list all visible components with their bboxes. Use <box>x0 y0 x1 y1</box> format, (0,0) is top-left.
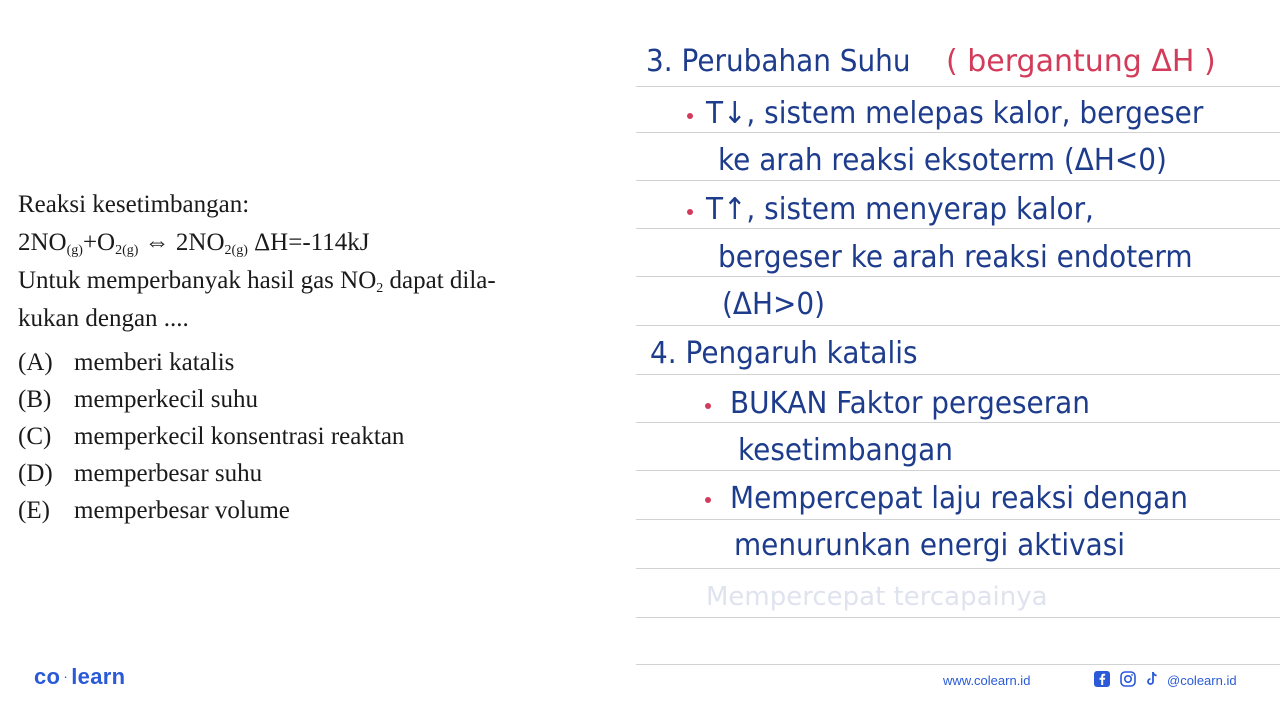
note-catalyst-line1: BUKAN Faktor pergeseran <box>730 386 1090 421</box>
question-block <box>18 186 618 529</box>
note-heating-line2: bergeser ke arah reaksi endoterm <box>718 240 1193 275</box>
note-catalyst-line3: Mempercepat laju reaksi dengan <box>730 481 1188 516</box>
ruled-line <box>636 86 1280 87</box>
question-prompt: Untuk memperbanyak hasil gas $NO_2$ dapat dila- <box>18 267 496 296</box>
ruled-line <box>636 374 1280 375</box>
note-faint-line: Mempercepat tercapainya <box>706 582 1048 612</box>
website-link[interactable]: www.colearn.id <box>943 673 1031 688</box>
ruled-line <box>636 276 1280 277</box>
ruled-line <box>636 180 1280 181</box>
note-catalyst-line4: menurunkan energi aktivasi <box>734 528 1126 563</box>
ruled-line <box>636 228 1280 229</box>
ruled-line <box>636 325 1280 326</box>
note-catalyst-line2: kesetimbangan <box>738 433 953 468</box>
instagram-icon[interactable] <box>1119 670 1137 688</box>
note-heating-line1: T↑, sistem menyerap kalor, <box>706 192 1094 227</box>
ruled-line <box>636 617 1280 618</box>
ruled-line <box>636 470 1280 471</box>
ruled-line <box>636 132 1280 133</box>
option-a[interactable]: (A) memberi katalis <box>18 349 235 376</box>
equation: $2NO_{(g)}+O_{2(g)}$ ⇔ $2NO_{2(g)}$ ΔH=-114kJ <box>18 229 370 258</box>
note-heading-temperature: 3. Perubahan Suhu <box>646 44 911 79</box>
bullet-icon <box>705 497 711 503</box>
equilibrium-arrow: ⇔ <box>144 229 170 256</box>
option-c[interactable]: (C) memperkecil konsentrasi reaktan <box>18 423 405 450</box>
ruled-line <box>636 422 1280 423</box>
tiktok-icon[interactable] <box>1143 670 1161 688</box>
note-heading-catalyst: 4. Pengaruh katalis <box>650 336 918 371</box>
ruled-line <box>636 664 1280 665</box>
bullet-icon <box>705 403 711 409</box>
ruled-line <box>636 568 1280 569</box>
option-d[interactable]: (D) memperbesar suhu <box>18 460 263 487</box>
ruled-line <box>636 519 1280 520</box>
note-cooling-line2: ke arah reaksi eksoterm (ΔH<0) <box>718 143 1167 178</box>
enthalpy-value: ΔH=-114kJ <box>254 229 370 256</box>
question-prompt-cont: kukan dengan .... <box>18 305 189 332</box>
note-heading-temperature-paren: ( bergantung ΔH ) <box>946 44 1216 79</box>
note-heating-line3: (ΔH>0) <box>722 287 825 322</box>
social-handle[interactable]: @colearn.id <box>1167 673 1237 688</box>
option-e[interactable]: (E) memperbesar volume <box>18 497 290 524</box>
option-b[interactable]: (B) memperkecil suhu <box>18 386 258 413</box>
bullet-icon <box>687 113 693 119</box>
question-title: Reaksi kesetimbangan: <box>18 191 250 218</box>
colearn-logo: co · learn <box>34 664 126 689</box>
facebook-icon[interactable] <box>1093 670 1111 688</box>
note-cooling-line1: T↓, sistem melepas kalor, bergeser <box>706 96 1204 131</box>
bullet-icon <box>687 209 693 215</box>
